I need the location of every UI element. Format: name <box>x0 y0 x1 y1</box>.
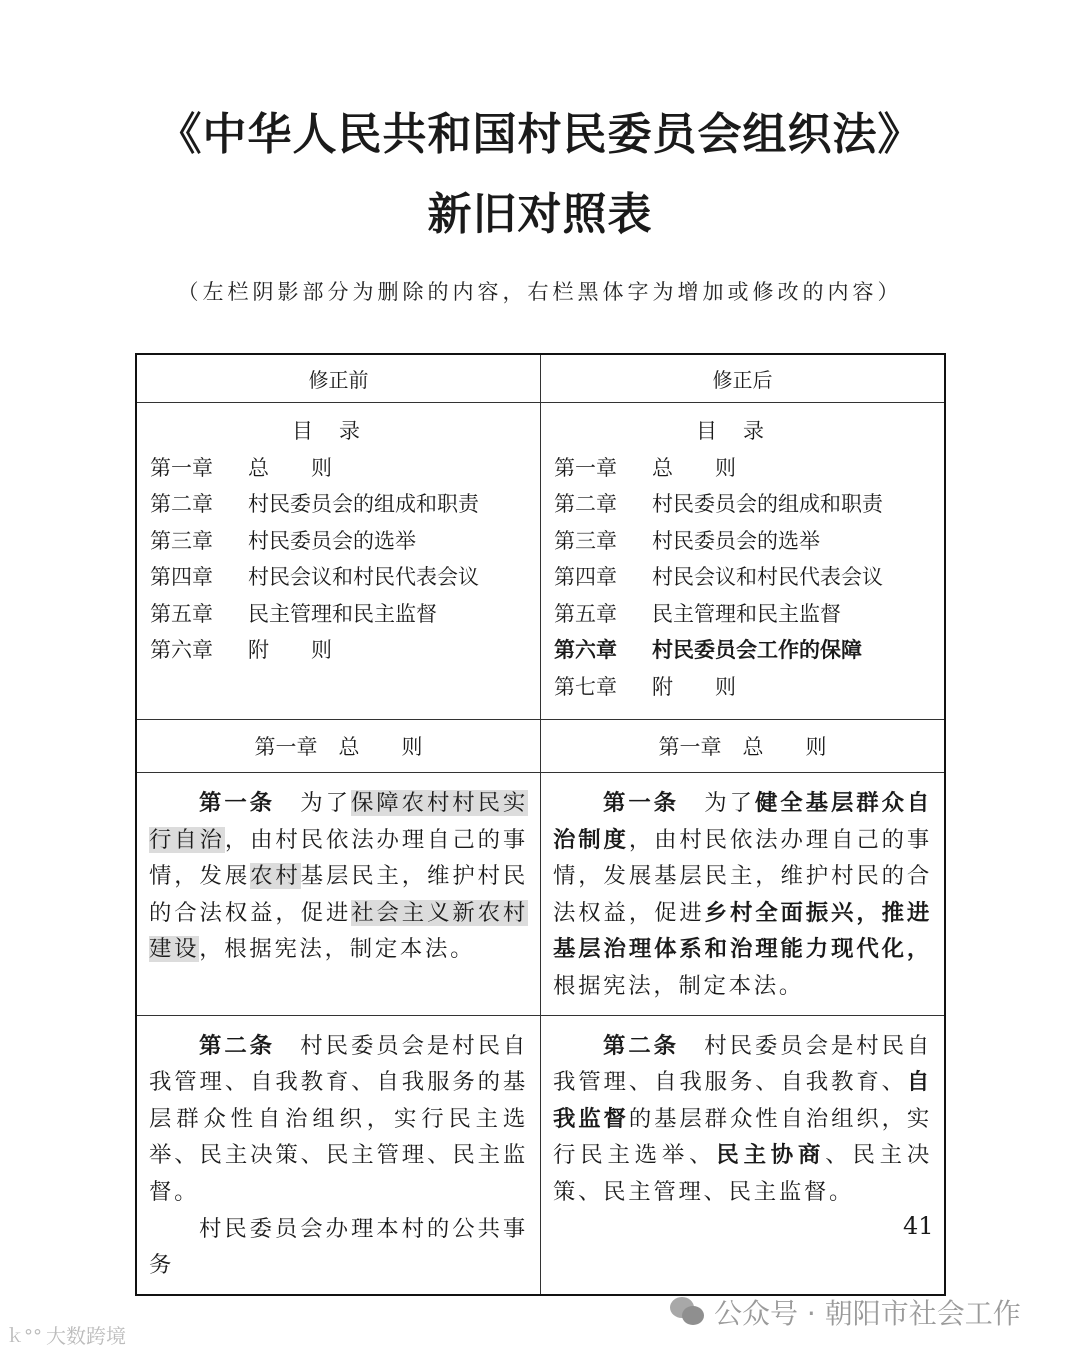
toc-after <box>541 403 946 720</box>
deleted-text: 社会主义新农村建设 <box>149 899 528 963</box>
toc-chapter-number: 第四章 <box>554 565 617 590</box>
toc-heading: 目录 <box>292 419 386 443</box>
article1-before <box>136 773 541 1016</box>
article-text: 的基层群众性自治组织，实行民主选举、 <box>553 1105 932 1169</box>
added-text: 第二条 <box>603 1032 679 1059</box>
document-title: 《中华人民共和国村民委员会组织法》 <box>157 109 923 160</box>
toc-chapter-number: 第六章 <box>554 638 617 663</box>
toc-item <box>150 450 528 487</box>
toc-item <box>554 632 932 669</box>
article-paragraph <box>553 1028 932 1211</box>
toc-chapter-number: 第四章 <box>150 565 213 590</box>
toc-chapter-number: 第二章 <box>554 492 617 517</box>
toc-chapter-title: 村民委员会的选举 <box>248 528 416 553</box>
chapter-heading-before: 第一章 总 则 <box>136 720 541 773</box>
toc-item <box>150 559 528 596</box>
toc-item <box>554 559 932 596</box>
article-text: 根据宪法，制定本法。 <box>553 972 804 999</box>
toc-chapter-number: 第一章 <box>554 455 617 480</box>
article1-after <box>541 773 946 1016</box>
toc-item <box>150 523 528 560</box>
toc-chapter-title: 村民委员会工作的保障 <box>652 638 862 663</box>
toc-item <box>554 669 932 706</box>
toc-chapter-number: 第七章 <box>554 675 617 700</box>
header-after: 修正后 <box>541 354 946 403</box>
article-text: 村民委员会是村民自我管理、自我教育、自我服务的基层群众性自治组织，实行民主选举、民主决策、民主管理、民主监督。 <box>149 1032 528 1205</box>
chapter-heading-after: 第一章 总 则 <box>541 720 946 773</box>
toc-chapter-title: 附 则 <box>248 638 332 663</box>
article-text: 村民委员会办理本村的公共事务 <box>149 1215 528 1279</box>
article-text: 、民主决策、民主管理、民主监督。 <box>553 1142 932 1205</box>
source-watermark <box>6 1320 126 1349</box>
toc-chapter-number: 第二章 <box>150 492 213 517</box>
toc-chapter-number: 第一章 <box>150 455 213 480</box>
toc-chapter-title: 民主管理和民主监督 <box>248 601 437 626</box>
toc-chapter-title: 村民委员会的选举 <box>652 528 820 553</box>
article-text: 为了 <box>678 790 755 816</box>
toc-chapter-number: 第五章 <box>554 601 617 626</box>
toc-chapter-title: 总 则 <box>652 455 736 480</box>
logo-icon: ｋ°° <box>6 1325 42 1347</box>
toc-chapter-title: 民主管理和民主监督 <box>652 601 841 626</box>
article-text: ，由村民依法办理自己的事情，发展 <box>149 826 528 890</box>
article-paragraph <box>149 1211 528 1284</box>
article-paragraph <box>149 1028 528 1211</box>
added-text: 自我监督 <box>553 1069 932 1132</box>
added-text: 健全基层群众自治制度 <box>553 790 933 853</box>
toc-chapter-number: 第三章 <box>554 528 617 553</box>
page-number: 41 <box>903 1212 934 1240</box>
article-text: ，根据宪法，制定本法。 <box>199 936 476 963</box>
comparison-table <box>135 353 946 1296</box>
toc-heading: 目录 <box>696 419 790 443</box>
toc-chapter-title: 总 则 <box>248 455 332 480</box>
toc-chapter-title: 村民委员会的组成和职责 <box>652 492 883 517</box>
wechat-icon <box>670 1297 706 1327</box>
toc-before <box>136 403 541 720</box>
toc-chapter-number: 第六章 <box>150 638 213 663</box>
toc-item <box>554 523 932 560</box>
toc-item <box>554 486 932 523</box>
toc-item <box>554 596 932 633</box>
toc-item <box>150 486 528 523</box>
toc-chapter-number: 第五章 <box>150 601 213 626</box>
article-text: 基层民主，维护村民的合法权益，促进 <box>149 863 528 926</box>
toc-chapter-title: 村民委员会的组成和职责 <box>248 492 479 517</box>
article2-after <box>541 1015 946 1295</box>
header-before: 修正前 <box>136 354 541 403</box>
document-subtitle-title: 新旧对照表 <box>427 189 653 240</box>
toc-chapter-number: 第三章 <box>150 528 213 553</box>
legend-note: （左栏阴影部分为删除的内容，右栏黑体字为增加或修改的内容） <box>177 280 903 304</box>
added-text: 民主协商 <box>716 1142 826 1169</box>
toc-chapter-title: 村民会议和村民代表会议 <box>248 565 479 590</box>
watermark-text: 大数跨境 <box>46 1324 126 1348</box>
article2-before <box>136 1015 541 1295</box>
added-text: 第一条 <box>199 790 275 816</box>
wechat-watermark <box>670 1292 1021 1332</box>
watermark-text: 公众号 · 朝阳市社会工作 <box>714 1297 1021 1330</box>
toc-item <box>150 632 528 669</box>
deleted-text: 保障农村村民实行自治 <box>149 790 529 853</box>
toc-chapter-title: 村民会议和村民代表会议 <box>652 565 883 590</box>
deleted-text: 农村 <box>250 863 301 890</box>
toc-chapter-title: 附 则 <box>652 675 736 700</box>
added-text: 乡村全面振兴，推进基层治理体系和治理能力现代化， <box>553 899 932 963</box>
toc-item <box>150 596 528 633</box>
toc-item <box>554 450 932 487</box>
added-text: 第一条 <box>603 790 679 816</box>
article-text: ，由村民依法办理自己的事情，发展基层民主，维护村民的合法权益，促进 <box>553 826 932 926</box>
article-text: 为了 <box>274 790 351 816</box>
added-text: 第二条 <box>199 1032 275 1059</box>
article-text: 村民委员会是村民自我管理、自我服务、自我教育、 <box>553 1032 932 1096</box>
